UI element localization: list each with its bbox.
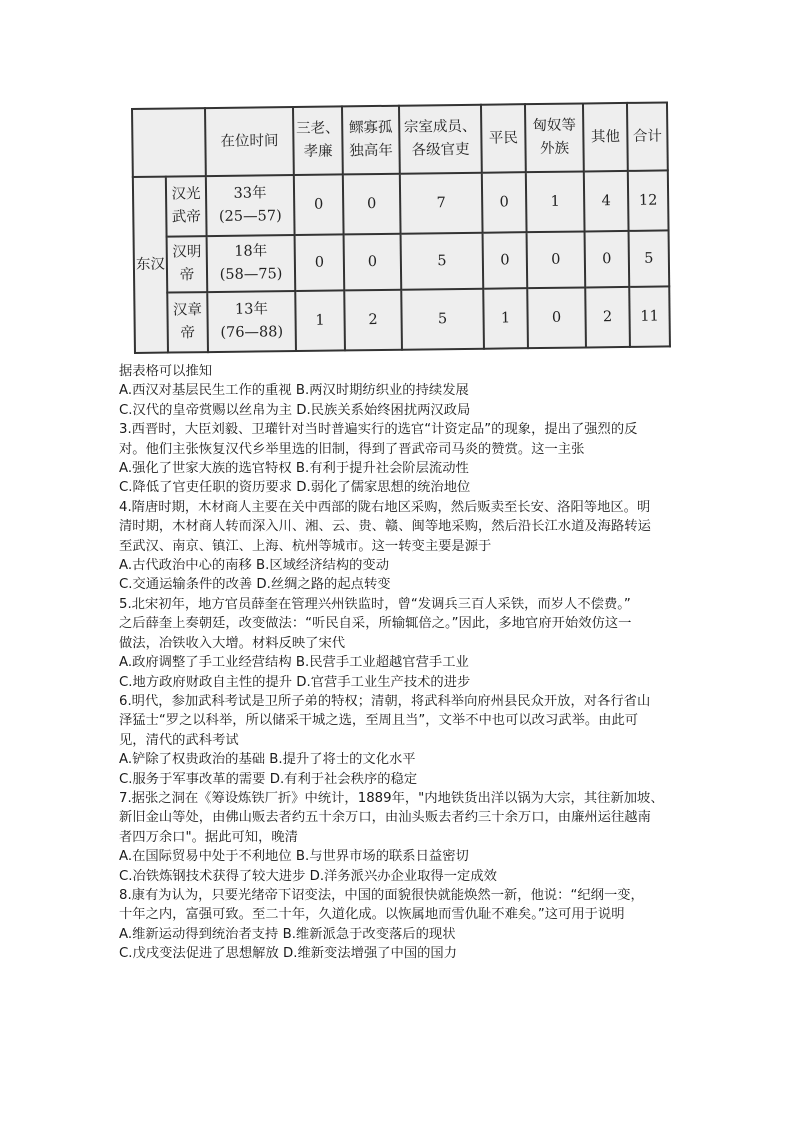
header-cell: 在位时间 — [205, 107, 294, 176]
text-line: 见，清代的武科考试 — [119, 732, 239, 748]
text-line: C.汉代的皇帝赏赐以丝帛为主 D.民族关系始终困扰两汉政局 — [119, 402, 471, 418]
text-line: 做法，冶铁收入大增。材料反映了宋代 — [119, 635, 346, 651]
text-line: 泽猛士“罗之以科举，所以储采干城之选，至周且当”，文举不中也可以改习武举。由此可 — [119, 713, 639, 729]
text-line: 者四万余口"。据此可知，晚清 — [119, 829, 298, 845]
text-line: 新旧金山等处，由佛山贩去者约五十余万口，由汕头贩去者约三十余万口，由廉州运往越南 — [119, 810, 651, 826]
value-cell: 0 — [343, 174, 401, 235]
header-cell: 匈奴等外族 — [525, 103, 584, 172]
text-line: A.强化了世家大族的选官特权 B.有利于提升社会阶层流动性 — [119, 461, 469, 477]
period-cell: 13年 (76—88) — [207, 291, 296, 352]
text-line: C.降低了官吏任职的资历要求 D.弱化了儒家思想的统治地位 — [119, 480, 471, 496]
text-line: 3.西晋时，大臣刘毅、卫瓘针对当时普遍实行的选官“计资定品”的现象，提出了强烈的反 — [119, 422, 638, 438]
value-cell: 1 — [526, 171, 585, 232]
text-line: 7.据张之洞在《筹设炼铁厂折》中统计，1889年，"内地铁货出洋以锅为大宗，其往新加坡、 — [119, 790, 664, 806]
value-cell: 0 — [294, 174, 344, 235]
table-corner-cell — [132, 108, 206, 177]
value-cell: 0 — [483, 232, 528, 289]
data-table — [131, 101, 671, 354]
header-cell: 其他 — [583, 103, 628, 172]
header-cell: 宗室成员、各级官吏 — [399, 105, 482, 174]
value-cell: 0 — [344, 234, 402, 291]
value-cell: 4 — [584, 171, 629, 232]
text-line: C.服务于军事改革的需要 D.有利于社会秩序的稳定 — [119, 771, 418, 787]
value-cell: 0 — [482, 172, 527, 233]
value-cell: 0 — [295, 234, 345, 291]
text-line: 清时期，木材商人转而深入川、湘、云、贵、赣、闽等地采购，然后沿长江水道及海路转运 — [119, 519, 651, 535]
text-line: 之后薛奎上奏朝廷，改变做法：“听民自采，所输辄倍之。”因此，多地官府开始效仿这一 — [119, 616, 632, 632]
table-row — [134, 286, 670, 353]
period-cell: 18年 (58—75) — [207, 235, 296, 292]
text-line: A.政府调整了手工业经营结构 B.民营手工业超越官营手工业 — [119, 655, 469, 671]
text-line: 至武汉、南京、镇江、上海、杭州等城市。这一转变主要是源于 — [119, 538, 492, 554]
header-cell: 三老、孝廉 — [293, 106, 343, 175]
header-cell: 平民 — [481, 104, 526, 173]
text-line: A.铲除了权贵政治的基础 B.提升了将士的文化水平 — [119, 752, 416, 768]
text-line: 十年之内，富强可致。至二十年，久道化成。以恢属地而雪仇耻不难矣。”这可用于说明 — [119, 907, 625, 923]
table-row — [133, 170, 669, 237]
data-table-photo — [131, 101, 669, 352]
text-line: A.西汉对基层民生工作的重视 B.两汉时期纺织业的持续发展 — [119, 383, 469, 399]
text-line: A.维新运动得到统治者支持 B.维新派急于改变落后的现状 — [119, 926, 456, 942]
value-cell: 2 — [344, 290, 402, 351]
text-line: 8.康有为认为，只要光绪帝下诏变法，中国的面貌很快就能焕然一新，他说：“纪纲一变， — [119, 887, 644, 903]
text-line: A.古代政治中心的南移 B.区域经济结构的变动 — [119, 558, 390, 574]
emperor-cell: 汉明帝 — [167, 236, 208, 292]
period-cell: 33年 (25—57) — [206, 175, 295, 236]
header-cell: 鳏寡孤独高年 — [342, 106, 400, 175]
text-line: C.冶铁炼钢技术获得了较大进步 D.洋务派兴办企业取得一定成效 — [119, 868, 497, 884]
text-line: 对。他们主张恢复汉代乡举里选的旧制，得到了晋武帝司马炎的赞赏。这一主张 — [119, 441, 585, 457]
era-cell: 东汉 — [133, 177, 168, 353]
value-cell: 5 — [401, 233, 484, 290]
text-line: 4.隋唐时期，木材商人主要在关中西部的陇右地区采购，然后贩卖至长安、洛阳等地区。明 — [119, 499, 651, 515]
text-line: 5.北宋初年，地方官员薛奎在管理兴州铁监时，曾“发调兵三百人采铁，而岁人不偿费。” — [119, 596, 631, 612]
text-line: C.地方政府财政自主性的提升 D.官营手工业生产技术的进步 — [119, 674, 471, 690]
text-line: C.交通运输条件的改善 D.丝绸之路的起点转变 — [119, 577, 391, 593]
question-text-body — [119, 362, 679, 964]
value-cell: 2 — [585, 287, 630, 348]
text-line: C.戊戌变法促进了思想解放 D.维新变法增强了中国的国力 — [119, 946, 458, 962]
emperor-cell: 汉光武帝 — [166, 176, 207, 236]
value-cell: 5 — [629, 230, 670, 286]
value-cell: 0 — [585, 231, 630, 288]
text-line: 6.明代，参加武科考试是卫所子弟的特权；清朝，将武科举向府州县民众开放，对各行省山 — [119, 693, 651, 709]
value-cell: 12 — [628, 170, 669, 230]
table-row — [134, 230, 670, 293]
table-header-row — [132, 102, 668, 177]
value-cell: 0 — [527, 231, 586, 288]
value-cell: 7 — [400, 173, 483, 234]
value-cell: 11 — [629, 286, 670, 346]
value-cell: 1 — [295, 290, 345, 351]
header-cell: 合计 — [627, 102, 668, 170]
text-line: 据表格可以推知 — [119, 364, 213, 379]
text-line: A.在国际贸易中处于不利地位 B.与世界市场的联系日益密切 — [119, 849, 469, 865]
value-cell: 5 — [401, 289, 484, 350]
value-cell: 1 — [483, 288, 528, 349]
value-cell: 0 — [527, 287, 586, 348]
emperor-cell: 汉章帝 — [167, 292, 208, 352]
